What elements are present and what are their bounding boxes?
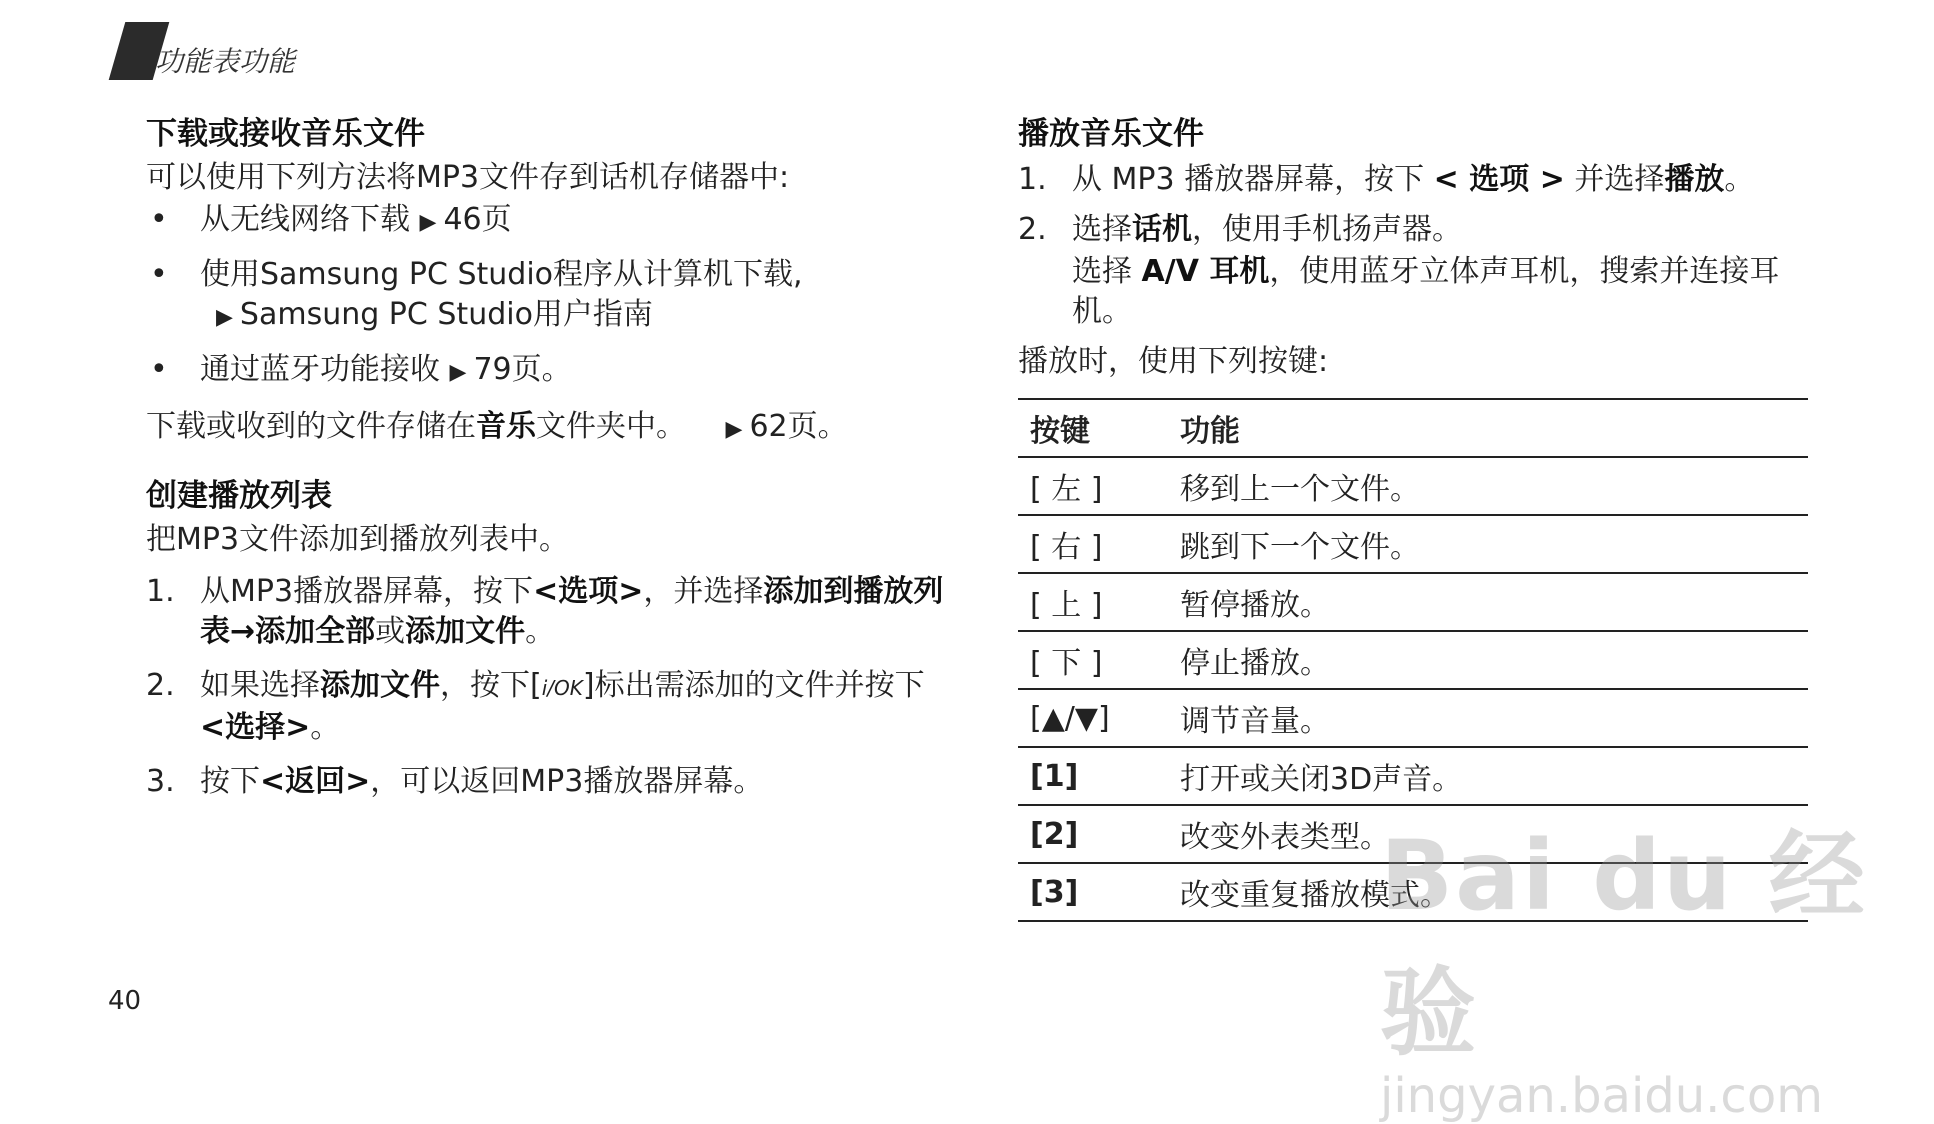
playlist-step-1: 1. 从MP3播放器屏幕，按下<选项>，并选择添加到播放列表→添加全部或添加文件。 <box>146 574 944 649</box>
heading-download-music: 下载或接收音乐文件 <box>146 116 425 152</box>
arrow-right-icon: ▶ <box>449 360 474 385</box>
arrow-right-icon: ▶ <box>725 417 750 442</box>
keys-intro: 播放时，使用下列按键: <box>1018 344 1329 379</box>
table-row: [ 右 ] 跳到下一个文件。 <box>1018 515 1808 573</box>
table-row: [ 下 ] 停止播放。 <box>1018 631 1808 689</box>
download-intro: 可以使用下列方法将MP3文件存到话机存储器中: <box>146 160 790 195</box>
play-step-2: 2. 选择话机，使用手机扬声器。 <box>1018 212 1462 247</box>
watermark-url: jingyan.baidu.com <box>1380 1068 1823 1124</box>
arrow-right-icon: ▶ <box>216 305 240 330</box>
ok-key-icon: i/OK <box>541 676 583 700</box>
bullet-dot-icon: • <box>150 257 168 292</box>
table-header: 功能 <box>1168 399 1808 457</box>
table-row: [2] 改变外表类型。 <box>1018 805 1808 863</box>
table-row: [1] 打开或关闭3D声音。 <box>1018 747 1808 805</box>
bullet-pc-studio: • 使用Samsung PC Studio程序从计算机下载, ▶ Samsung PC Studio用户指南 <box>150 257 803 332</box>
bullet-wireless: • 从无线网络下载 ▶ 46页 <box>146 200 946 243</box>
section-header: 功能表功能 <box>155 45 296 78</box>
table-row: [▲/▼] 调节音量。 <box>1018 689 1808 747</box>
playlist-intro: 把MP3文件添加到播放列表中。 <box>146 522 570 557</box>
table-row: [ 上 ] 暂停播放。 <box>1018 573 1808 631</box>
playlist-step-2: 2. 如果选择添加文件，按下[i/OK]标出需添加的文件并按下<选择>。 <box>146 668 925 745</box>
download-note: 下载或收到的文件存储在音乐文件夹中。 ▶ 62页。 <box>146 409 848 444</box>
table-header: 按键 <box>1018 399 1168 457</box>
play-step-2-sub: 选择 A/V 耳机，使用蓝牙立体声耳机，搜索并连接耳机。 <box>1072 254 1780 329</box>
table-row: [ 左 ] 移到上一个文件。 <box>1018 457 1808 515</box>
heading-play-music: 播放音乐文件 <box>1018 116 1204 152</box>
page-number: 40 <box>108 986 142 1016</box>
play-step-1: 1. 从 MP3 播放器屏幕，按下 < 选项 > 并选择播放。 <box>1018 162 1755 197</box>
left-column <box>146 108 946 802</box>
playlist-step-3: 3. 按下<返回>，可以返回MP3播放器屏幕。 <box>146 764 764 799</box>
bullet-bluetooth: • 通过蓝牙功能接收 ▶ 79页。 <box>146 350 946 393</box>
baidu-watermark <box>1380 800 1934 1124</box>
table-header-row <box>1018 399 1808 457</box>
table-row: [3] 改变重复播放模式。 <box>1018 863 1808 921</box>
watermark-brand: Bai du 经验 <box>1380 820 1867 1069</box>
bullet-dot-icon: • <box>150 202 168 237</box>
bullet-dot-icon: • <box>150 352 168 387</box>
arrow-right-icon: ▶ <box>419 210 444 235</box>
heading-create-playlist: 创建播放列表 <box>146 478 332 514</box>
